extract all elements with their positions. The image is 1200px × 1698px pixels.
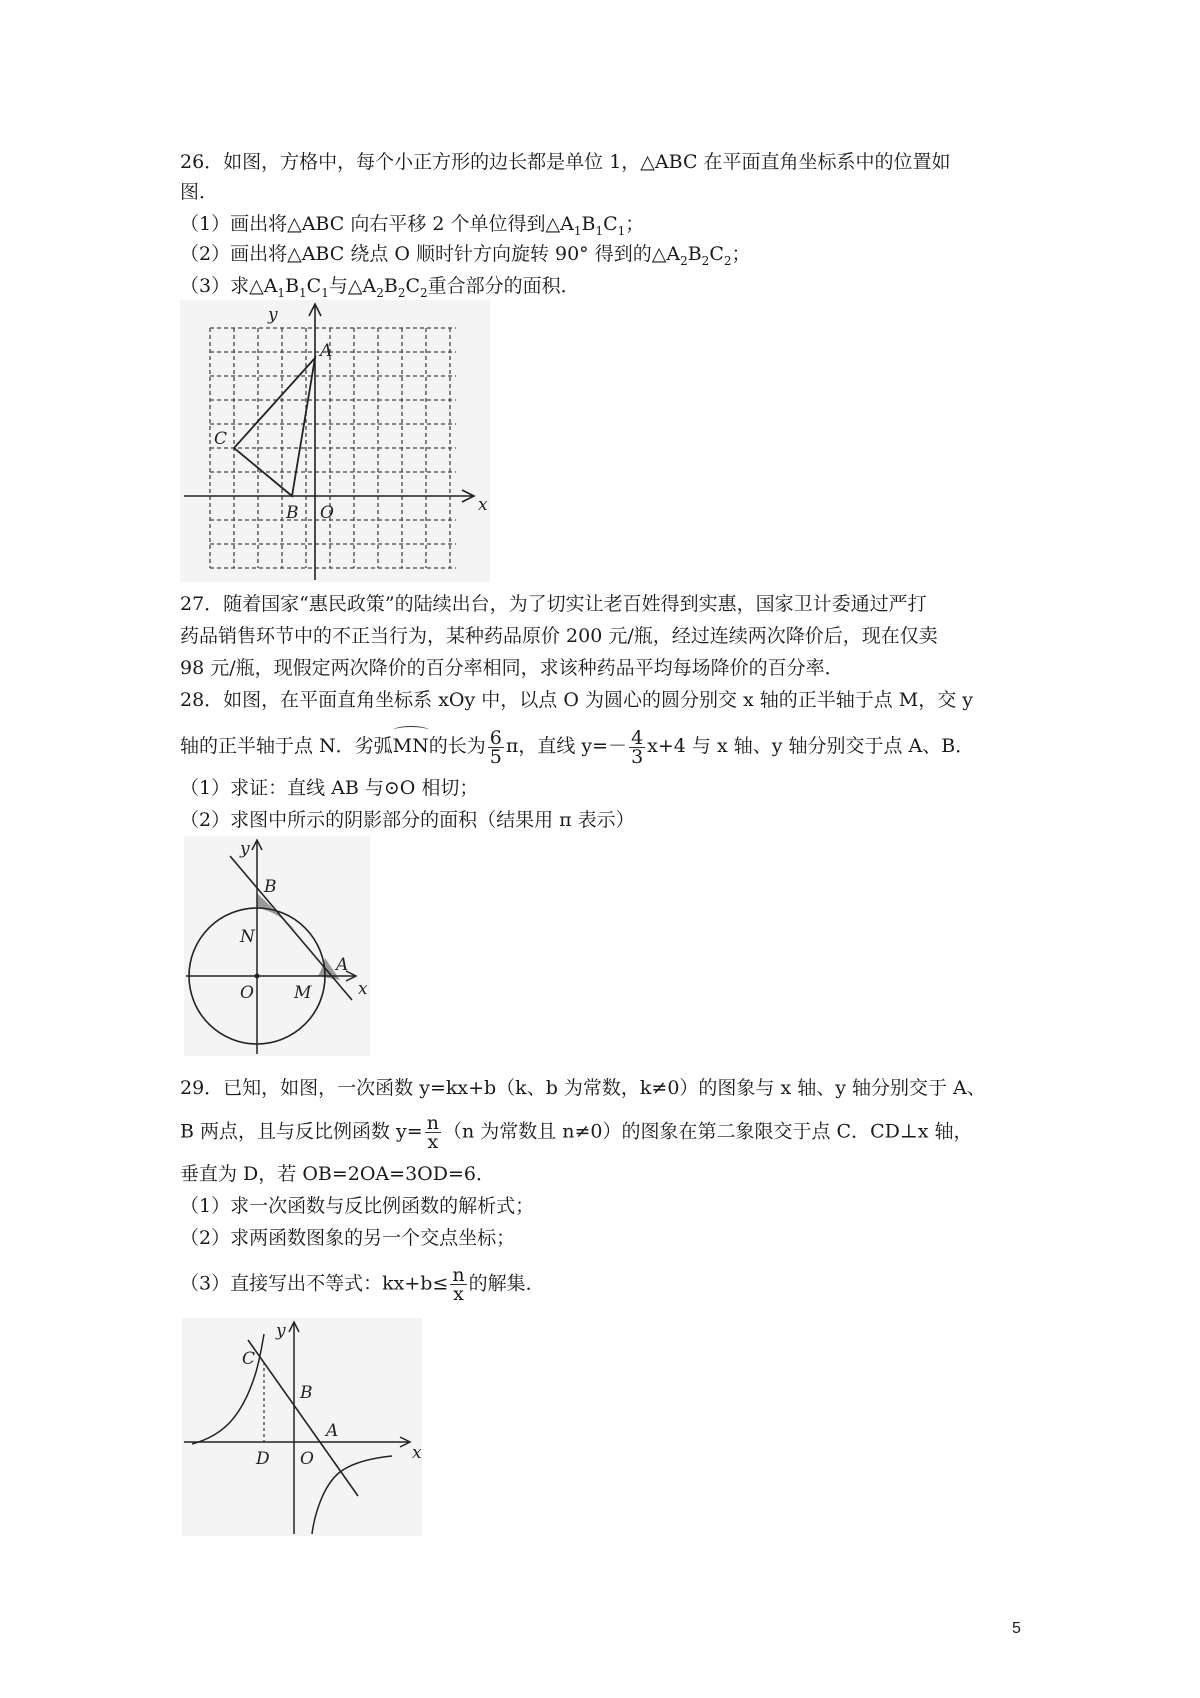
fig3-point-c: C <box>242 1349 256 1369</box>
q29-part2: （2）求两函数图象的另一个交点坐标； <box>180 1227 516 1249</box>
triangle-abc <box>234 358 315 496</box>
fraction-n-over-x-2: $\frac{n}{x}$ <box>452 1264 465 1305</box>
q27-line1: 27．随着国家“惠民政策”的陆续出台，为了切实让老百姓得到实惠，国家卫计委通过严打 <box>180 593 927 615</box>
q27-line2: 药品销售环节中的不正当行为，某种药品原价 200 元/瓶，经过连续两次降价后，现在仅卖 <box>180 625 938 647</box>
q29-line2: B 两点，且与反比例函数 y= $\frac{n}{x}$ （n 为常数且 n≠0）的图象在第二象限交于点 C．CD⊥x 轴， <box>180 1112 973 1153</box>
fig3-x-label: x <box>412 1443 422 1463</box>
fraction-four-thirds: $\frac{4}{3}$ <box>631 726 644 768</box>
q26-stem-line2: 图． <box>180 181 219 203</box>
fig3-point-a: A <box>326 1421 339 1441</box>
q27-line3: 98 元/瓶，现假定两次降价的百分率相同，求该种药品平均每场降价的百分率． <box>180 657 844 679</box>
q29-line1: 29．已知，如图，一次函数 y=kx+b（k、b 为常数，k≠0）的图象与 x 轴、y 轴分别交于 A、 <box>180 1077 986 1099</box>
q29-line3: 垂直为 D，若 OB=2OA=3OD=6． <box>180 1163 495 1185</box>
q26-part2: （2）画出将△ABC 绕点 O 顺时针方向旋转 90° 得到的$\triangle A_2B_2C_2$； <box>180 243 751 268</box>
q28-line2: 轴的正半轴于点 N．劣弧MN的长为 $\frac{6}{5}$ π，直线 y=－ $\frac{4}{3}$ x+4 与 x 轴、y 轴分别交于点 A、B． <box>180 726 975 768</box>
q28-part2: （2）求图中所示的阴影部分的面积（结果用 π 表示） <box>180 809 635 831</box>
fig1-x-label: x <box>478 495 488 515</box>
fig1-point-a: A <box>320 341 333 361</box>
q26-part3: （3）求$\triangle A_1B_1C_1$与$\triangle A_2B_2C_2$重合部分的面积． <box>180 275 580 300</box>
fig1-y-label: y <box>268 305 278 325</box>
q28-part1: （1）求证：直线 AB 与⊙O 相切； <box>180 777 479 799</box>
fig2-point-a: A <box>336 955 349 975</box>
q29-part1: （1）求一次函数与反比例函数的解析式； <box>180 1195 535 1217</box>
fig1-point-b: B <box>286 503 299 523</box>
q26-stem-line1: 26．如图，方格中，每个小正方形的边长都是单位 1，△ABC 在平面直角坐标系中的位置如 <box>180 151 951 173</box>
page-number: 5 <box>1012 1620 1021 1637</box>
figure-grid-triangle <box>180 300 490 582</box>
fraction-six-fifths: $\frac{6}{5}$ <box>489 726 502 768</box>
q28-line1: 28．如图，在平面直角坐标系 xOy 中，以点 O 为圆心的圆分别交 x 轴的正半轴于点 M，交 y <box>180 689 974 711</box>
fig3-point-b: B <box>300 1383 313 1403</box>
axes <box>186 840 356 1054</box>
fig2-x-label: x <box>358 979 368 999</box>
fig3-origin-o: O <box>300 1449 314 1469</box>
fig1-point-c: C <box>214 429 228 449</box>
figure-circle-tangent <box>184 836 370 1056</box>
hyperbola-branch-4 <box>312 1456 392 1534</box>
q29-part3: （3）直接写出不等式：kx+b≤ $\frac{n}{x}$ 的解集． <box>180 1264 545 1305</box>
fig1-origin-o: O <box>320 503 334 523</box>
fig3-y-label: y <box>276 1321 286 1341</box>
q26-part1: （1）画出将△ABC 向右平移 2 个单位得到$\triangle A_1B_1C_1$； <box>180 213 645 238</box>
figure-functions <box>182 1318 422 1536</box>
arc-mn: MN <box>393 726 429 760</box>
grid-lines <box>210 328 456 568</box>
axes <box>184 1322 410 1534</box>
fig2-point-b: B <box>264 877 277 897</box>
fraction-n-over-x: $\frac{n}{x}$ <box>426 1112 439 1153</box>
fig2-point-m: M <box>294 983 312 1003</box>
fig2-origin-o: O <box>240 983 254 1003</box>
fig3-point-d: D <box>256 1449 270 1469</box>
fig2-y-label: y <box>240 839 250 859</box>
fig2-point-n: N <box>240 927 255 947</box>
